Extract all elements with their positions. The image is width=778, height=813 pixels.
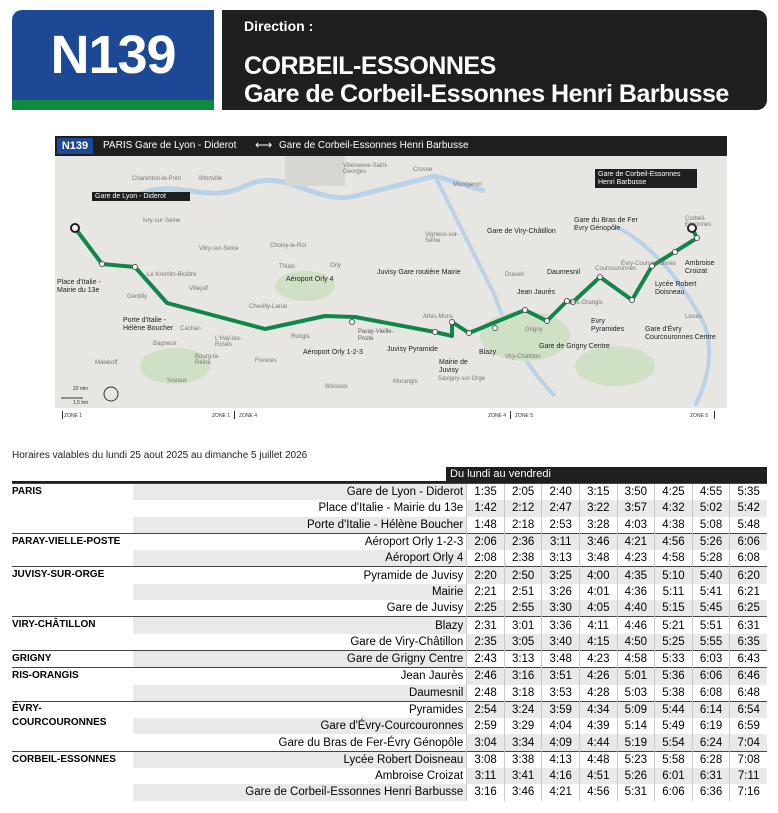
stop-name: Gare de Corbeil-Essonnes Henri Barbusse [133,784,467,800]
map-stop-corbeil: Gare de Corbeil-Essonnes Henri Barbusse [598,171,681,186]
place-name: Le Kremlin-Bicêtre [147,272,197,278]
place-name: Corbeil-Essonnes [685,216,712,228]
departure-time: 2:59 [467,718,505,734]
departure-time: 3:16 [467,784,505,800]
departure-time: 3:16 [504,668,542,685]
departure-time: 2:08 [467,550,505,567]
departure-time: 2:31 [467,617,505,634]
departure-time: 5:38 [655,685,693,702]
map-stop-evry-pyramides: Evry Pyramides [591,318,625,333]
departure-time: 4:05 [580,600,618,617]
place-name: Bourg-la-Reine [195,354,220,366]
bidirectional-arrow-icon: ⟷ [255,138,273,152]
line-number: N139 [50,25,176,85]
stop-name: Gare de Juvisy [133,600,467,617]
departure-time: 3:11 [542,533,580,550]
departure-time: 5:01 [617,668,655,685]
departure-time: 6:06 [730,533,767,550]
map-stop-bras-de-fer: Gare du Bras de Fer Evry Génopôle [574,217,638,232]
departure-time: 6:28 [692,751,730,768]
departure-time: 6:31 [730,617,767,634]
timetable-row [12,751,767,768]
departure-time: 4:25 [655,484,693,501]
departure-time: 5:09 [617,701,655,718]
town-name: JUVISY-SUR-ORGE [12,567,133,617]
place-name: Courcouronnes [595,266,637,272]
validity-text: Horaires valables du lundi 25 aout 2025 au dimanche 5 juillet 2026 [12,450,308,461]
departure-time: 3:34 [504,734,542,751]
place-name: Thiais [279,264,296,270]
departure-time: 3:24 [504,701,542,718]
departure-time: 7:04 [730,734,767,751]
place-name: Crosne [413,167,433,173]
departure-time: 4:23 [617,550,655,567]
departure-time: 4:58 [617,650,655,667]
stop-name: Jean Jaurès [133,668,467,685]
departure-time: 5:10 [655,567,693,584]
map-stop-place-italie: Place d'Italie - Mairie du 13e [57,279,101,294]
zone-label: ZONE 5 [515,413,534,419]
departure-time: 6:01 [655,768,693,784]
departure-time: 3:13 [504,650,542,667]
departure-time: 4:21 [542,784,580,800]
zone-tick [62,411,63,419]
town-name: RIS-ORANGIS [12,668,133,702]
departure-time: 2:46 [467,668,505,685]
departure-time: 3:13 [542,550,580,567]
zone-label: ZONE 1 [64,413,83,419]
departure-time: 6:54 [730,701,767,718]
map-header [55,136,727,156]
map-place-paray: Paray-Vieille-Poste [358,329,394,342]
departure-time: 5:28 [692,550,730,567]
place-name: Ris-Orangis [571,300,603,306]
departure-time: 5:44 [655,701,693,718]
departure-time: 2:54 [467,701,505,718]
departure-time: 7:08 [730,751,767,768]
departure-time: 2:40 [542,484,580,501]
departure-time: 4:13 [542,751,580,768]
departure-time: 6:59 [730,718,767,734]
departure-time: 3:53 [542,685,580,702]
timetable-row [12,533,767,550]
departure-time: 2:55 [504,600,542,617]
departure-time: 3:08 [467,751,505,768]
map-stop-mairie-juvisy: Mairie de Juvisy [439,359,468,374]
departure-time: 4:01 [580,584,618,600]
departure-time: 3:11 [467,768,505,784]
place-name: Charenton-le-Pont [132,176,182,182]
place-name: Cachan [180,326,201,332]
departure-time: 1:42 [467,500,505,516]
place-name: Draveil [505,272,524,278]
departure-time: 5:36 [655,668,693,685]
departure-time: 3:48 [542,650,580,667]
place-name: Ivry-sur-Seine [143,218,181,224]
town-name-line: COURCOURONNES [12,716,107,728]
departure-time: 4:26 [580,668,618,685]
departure-time: 3:50 [617,484,655,501]
departure-time: 3:51 [542,668,580,685]
place-name: Lisses [685,314,703,320]
timetable-row [12,701,767,718]
place-name: Morangis [393,379,418,385]
departure-time: 4:32 [655,500,693,516]
timetable-row [12,567,767,584]
departure-time: 6:08 [730,550,767,567]
departure-time: 2:36 [504,533,542,550]
town-name [12,701,133,751]
map-stop-blazy: Blazy [479,349,497,356]
departure-time: 6:21 [730,584,767,600]
zone-label: ZONE 4 [488,413,507,419]
departure-time: 4:36 [617,584,655,600]
departure-time: 5:40 [692,567,730,584]
departure-time: 5:14 [617,718,655,734]
direction-town: CORBEIL-ESSONNES [244,52,496,80]
departure-time: 5:31 [617,784,655,800]
stop-name: Gare de Viry-Châtillon [133,634,467,651]
departure-time: 5:08 [692,517,730,534]
departure-time: 6:35 [730,634,767,651]
departure-time: 1:48 [467,517,505,534]
timetable-row [12,617,767,634]
departure-time: 4:44 [580,734,618,751]
departure-time: 4:11 [580,617,618,634]
departure-time: 2:50 [504,567,542,584]
departure-time: 6:25 [730,600,767,617]
departure-time: 5:26 [617,768,655,784]
departure-time: 5:48 [730,517,767,534]
departure-time: 3:46 [504,784,542,800]
departure-time: 2:47 [542,500,580,516]
departure-time: 5:15 [655,600,693,617]
departure-time: 5:49 [655,718,693,734]
stop-name: Gare de Grigny Centre [133,650,467,667]
departure-time: 4:56 [655,533,693,550]
place-name: Fresnes [255,358,277,364]
stop-name: Place d'Italie - Mairie du 13e [133,500,467,516]
place-name: Vigneux-sur-Seine [425,232,459,244]
stop-name: Daumesnil [133,685,467,702]
town-name: PARAY-VIELLE-POSTE [12,533,133,567]
map-stop-ambroise: Ambroise Croizat [685,260,715,275]
zone-tick [234,411,235,419]
town-name: VIRY-CHÂTILLON [12,617,133,651]
departure-time: 2:48 [467,685,505,702]
departure-time: 2:06 [467,533,505,550]
departure-time: 6:08 [692,685,730,702]
stop-name: Blazy [133,617,467,634]
departure-time: 5:58 [655,751,693,768]
departure-time: 3:38 [504,751,542,768]
departure-time: 3:15 [580,484,618,501]
departure-time: 4:28 [580,685,618,702]
departure-time: 6:46 [730,668,767,685]
departure-time: 5:55 [692,634,730,651]
departure-time: 3:26 [542,584,580,600]
place-name: Villeneuve-Saint-Georges [343,163,389,175]
departure-time: 3:04 [467,734,505,751]
departure-time: 5:35 [730,484,767,501]
departure-time: 4:35 [617,567,655,584]
place-name: Grigny [525,327,543,333]
zone-tick [714,411,715,419]
timetable-row [12,650,767,667]
place-name: Viry-Châtillon [505,354,541,360]
departure-time: 3:18 [504,685,542,702]
map-stop-gare-de-lyon: Gare de Lyon - Diderot [95,193,166,200]
departure-time: 2:21 [467,584,505,600]
town-name: CORBEIL-ESSONNES [12,751,133,800]
departure-time: 4:51 [580,768,618,784]
departure-time: 5:19 [617,734,655,751]
departure-time: 4:03 [617,517,655,534]
departure-time: 6:06 [692,668,730,685]
place-name: Wissous [325,384,348,390]
map-line-badge: N139 [57,138,93,154]
place-name: Orly [330,263,341,269]
map-stop-jean-jaures: Jean Jaurès [517,289,556,296]
departure-time: 4:38 [655,517,693,534]
place-name: Montgeron [453,182,482,188]
direction-box [222,10,767,110]
departure-time: 3:25 [542,567,580,584]
departure-time: 6:24 [692,734,730,751]
stop-name: Gare d'Évry-Courcouronnes [133,718,467,734]
departure-time: 4:56 [580,784,618,800]
days-header: Du lundi au vendredi [446,467,767,481]
departure-time: 5:41 [692,584,730,600]
departure-time: 5:33 [655,650,693,667]
map-stop-juvisy-gare: Juvisy Gare routière Mairie [377,269,461,276]
place-name: Rungis [291,334,310,340]
departure-time: 3:36 [542,617,580,634]
departure-time: 6:43 [730,650,767,667]
departure-time: 4:15 [580,634,618,651]
departure-time: 6:03 [692,650,730,667]
departure-time: 5:21 [655,617,693,634]
departure-time: 5:02 [692,500,730,516]
place-name: Savigny-sur-Orge [438,376,486,382]
departure-time: 4:23 [580,650,618,667]
departure-time: 5:54 [655,734,693,751]
zone-label: ZONE 1 [212,413,231,419]
departure-time: 6:31 [692,768,730,784]
departure-time: 6:14 [692,701,730,718]
stop-name: Gare du Bras de Fer-Évry Génopôle [133,734,467,751]
departure-time: 4:39 [580,718,618,734]
departure-time: 2:20 [467,567,505,584]
departure-time: 3:29 [504,718,542,734]
departure-time: 3:41 [504,768,542,784]
map-header-to: Gare de Corbeil-Essonnes Henri Barbusse [279,140,469,151]
place-name: Alfortville [198,176,223,182]
stop-name: Gare de Lyon - Diderot [133,484,467,501]
departure-time: 6:19 [692,718,730,734]
departure-time: 6:36 [692,784,730,800]
departure-time: 3:48 [580,550,618,567]
departure-time: 3:05 [504,634,542,651]
stop-name: Mairie [133,584,467,600]
departure-time: 5:23 [617,751,655,768]
departure-time: 6:48 [730,685,767,702]
departure-time: 5:42 [730,500,767,516]
departure-time: 6:20 [730,567,767,584]
departure-time: 7:11 [730,768,767,784]
departure-time: 5:03 [617,685,655,702]
departure-time: 2:35 [467,634,505,651]
map-stop-viry: Gare de Viry-Châtillon [487,228,556,235]
departure-time: 3:28 [580,517,618,534]
place-name: Malakoff [95,360,118,366]
departure-time: 4:09 [542,734,580,751]
line-badge-stripe [12,100,214,110]
map-stop-juvisy-pyramide: Juvisy Pyramide [387,346,438,353]
departure-time: 3:01 [504,617,542,634]
map-stop-grigny: Gare de Grigny Centre [539,343,610,350]
departure-time: 2:25 [467,600,505,617]
departure-time: 3:59 [542,701,580,718]
departure-time: 4:55 [692,484,730,501]
timetable-row [12,668,767,685]
map-stop-lycee: Lycée Robert Doisneau [655,281,697,296]
line-number-badge [12,10,214,110]
stop-name: Pyramide de Juvisy [133,567,467,584]
stop-name: Aéroport Orly 4 [133,550,467,567]
departure-time: 4:40 [617,600,655,617]
place-name: Évry-Courcouronnes [621,261,677,267]
timetable-body [12,484,767,801]
departure-time: 4:58 [655,550,693,567]
map-scale-distance: 1,5 km [73,400,89,406]
map-stop-daumesnil: Daumesnil [547,269,581,276]
place-name: Villejuif [189,286,208,292]
stop-name: Pyramides [133,701,467,718]
place-name: Choisy-le-Roi [270,243,307,249]
departure-time: 3:30 [542,600,580,617]
timetable-row [12,484,767,501]
departure-time: 4:46 [617,617,655,634]
stop-name: Lycée Robert Doisneau [133,751,467,768]
departure-time: 5:26 [692,533,730,550]
place-name: L'Haÿ-les-Roses [215,336,242,348]
departure-time: 2:43 [467,650,505,667]
departure-time: 4:21 [617,533,655,550]
map-stop-evry-centre: Gare d'Évry Courcouronnes Centre [645,326,716,341]
departure-time: 5:11 [655,584,693,600]
departure-time: 2:12 [504,500,542,516]
departure-time: 5:25 [655,634,693,651]
map-scale-time: 20 min [73,386,89,392]
route-map [55,136,727,408]
departure-time: 2:18 [504,517,542,534]
departure-time: 4:50 [617,634,655,651]
place-name: Vitry-sur-Seine [199,246,239,252]
departure-time: 2:53 [542,517,580,534]
departure-time: 3:57 [617,500,655,516]
departure-time: 4:48 [580,751,618,768]
stop-name: Ambroise Croizat [133,768,467,784]
town-name: PARIS [12,484,133,534]
map-stop-orly-4: Aéroport Orly 4 [286,276,334,283]
stop-name: Porte d'Italie - Hélène Boucher [133,517,467,534]
map-stop-porte-italie: Porte d'Italie - Hélène Boucher [123,317,174,332]
departure-time: 7:16 [730,784,767,800]
departure-time: 5:51 [692,617,730,634]
departure-time: 2:05 [504,484,542,501]
departure-time: 4:34 [580,701,618,718]
place-name: Chevilly-Larue [249,304,288,310]
place-name: Gentilly [127,294,148,300]
map-stop-orly-123: Aéroport Orly 1-2-3 [303,349,363,356]
departure-time: 4:16 [542,768,580,784]
town-name: GRIGNY [12,650,133,667]
departure-time: 1:35 [467,484,505,501]
zone-label: ZONE 4 [239,413,258,419]
stop-name: Aéroport Orly 1-2-3 [133,533,467,550]
departure-time: 4:04 [542,718,580,734]
departure-time: 4:00 [580,567,618,584]
timetable [12,483,767,801]
direction-stop: Gare de Corbeil-Essonnes Henri Barbusse [244,80,729,108]
town-name-line: ÉVRY- [12,702,42,714]
departure-time: 2:38 [504,550,542,567]
place-name: Bagneux [153,341,177,347]
zone-tick [510,411,511,419]
departure-time: 2:51 [504,584,542,600]
departure-time: 6:06 [655,784,693,800]
place-name: Athis-Mons [423,314,454,320]
departure-time: 3:22 [580,500,618,516]
place-name: Sceaux [167,378,188,384]
map-header-from: PARIS Gare de Lyon - Diderot [103,140,237,151]
zone-label: ZONE 5 [690,413,709,419]
direction-label: Direction : [244,18,314,34]
departure-time: 3:46 [580,533,618,550]
departure-time: 3:40 [542,634,580,651]
departure-time: 5:45 [692,600,730,617]
